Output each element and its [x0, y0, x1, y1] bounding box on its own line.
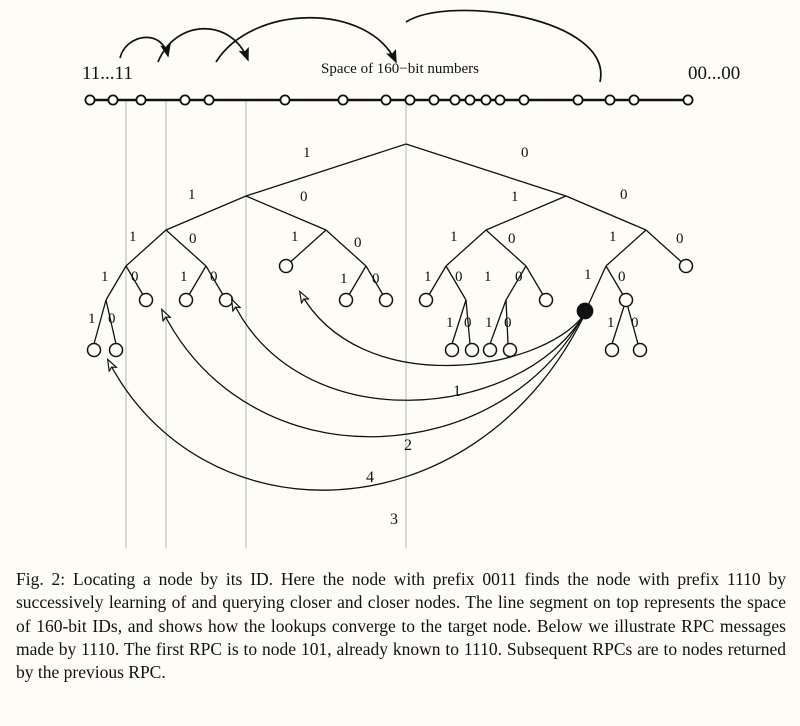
- tree-bit-label: 1: [88, 311, 96, 327]
- tree-bit-label: 1: [101, 269, 109, 285]
- tree-bit-label: 0: [108, 311, 116, 327]
- space-label: Space of 160−bit numbers: [321, 61, 480, 77]
- vertical-guide-lines: [126, 100, 406, 548]
- tree-bit-label: 0: [620, 187, 628, 203]
- tree-bit-label: 1: [584, 267, 592, 283]
- tree-bit-label: 1: [484, 269, 492, 285]
- rpc-sequence-label: 2: [404, 437, 412, 454]
- figure-caption: [16, 568, 786, 684]
- tree-bit-label: 0: [210, 269, 218, 285]
- caption-label: Fig. 2:: [16, 569, 66, 589]
- tree-bit-label: 1: [180, 269, 188, 285]
- tree-bit-label: 0: [455, 269, 463, 285]
- tree-bit-label: 1: [303, 145, 311, 161]
- left-endpoint-label: 11...11: [82, 63, 133, 84]
- tree-bit-label: 0: [508, 231, 516, 247]
- tree-bit-label: 1: [609, 229, 617, 245]
- tree-bit-label: 0: [300, 189, 308, 205]
- tree-bit-label: 1: [607, 315, 615, 331]
- tree-bit-label: 1: [485, 315, 493, 331]
- tree-bit-label: 0: [372, 271, 380, 287]
- tree-bit-label: 1: [450, 229, 458, 245]
- tree-bit-label: 0: [515, 269, 523, 285]
- tree-bit-label: 0: [521, 145, 529, 161]
- tree-bit-label: 1: [340, 271, 348, 287]
- tree-bit-label: 0: [464, 315, 472, 331]
- tree-bit-label: 1: [188, 187, 196, 203]
- tree-bit-label: 0: [189, 231, 197, 247]
- tree-bit-label: 1: [446, 315, 454, 331]
- tree-bit-label: 0: [631, 315, 639, 331]
- tree-bit-label: 0: [354, 235, 362, 251]
- tree-bit-label: 0: [618, 269, 626, 285]
- rpc-sequence-label: 3: [390, 511, 398, 528]
- rpc-sequence-label: 4: [366, 469, 374, 486]
- tree-edges: [94, 144, 686, 344]
- right-endpoint-label: 00...00: [688, 63, 741, 84]
- tree-bit-label: 0: [676, 231, 684, 247]
- tree-bit-label: 0: [504, 315, 512, 331]
- caption-text: Locating a node by its ID. Here the node with prefix 0011 finds the node with prefix 1110 by successively learning of and querying closer and closer nodes. The line segment on top represents the space of 160-bit IDs, and shows how the lookups converge to the target node. Below we illustrate RPC messages made by 1110. The first RPC is to node 101, already known to 1110. Subsequent RPCs are to nodes returned by the previous RPC.: [16, 569, 787, 683]
- tree-bit-label: 1: [511, 189, 519, 205]
- rpc-arrows: [108, 292, 583, 490]
- tree-bit-label: 0: [131, 269, 139, 285]
- tree-bit-label: 1: [129, 229, 137, 245]
- tree-bit-label: 1: [291, 229, 299, 245]
- rpc-sequence-label: 1: [453, 383, 461, 400]
- tree-bit-label: 1: [424, 269, 432, 285]
- target-node: [577, 303, 592, 318]
